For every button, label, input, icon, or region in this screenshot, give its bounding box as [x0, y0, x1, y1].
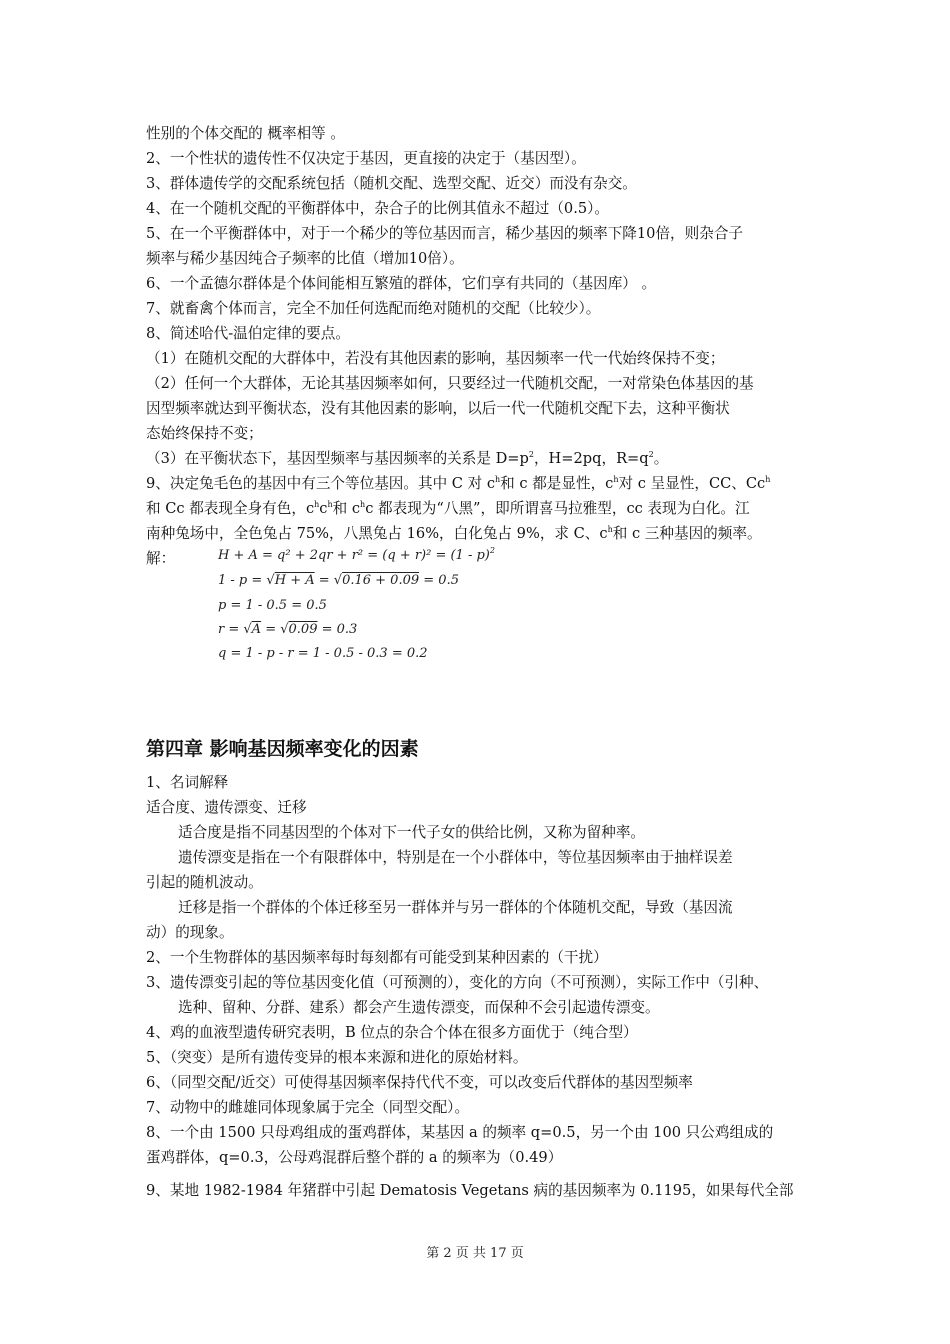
equation-1 [218, 548, 495, 563]
text-line: 1、名词解释 [146, 774, 229, 791]
equation-text: = [261, 622, 281, 637]
text-span: （3）在平衡状态下，基因型频率与基因频率的关系是 D=p [146, 450, 529, 467]
superscript: 2 [648, 450, 654, 459]
sqrt-sign: √ [333, 573, 343, 588]
text-line: 适合度、遗传漂变、迁移 [146, 799, 307, 816]
text-line: 选种、留种、分群、建系）都会产生遗传漂变，而保种不会引起遗传漂变。 [178, 999, 660, 1016]
text-span: 和 c 都是显性，c [500, 475, 614, 492]
equation-text: = 0.5 [419, 573, 459, 588]
equation-4 [218, 622, 357, 637]
equation-text: 1 - p = [218, 573, 267, 588]
text-line: 动）的现象。 [146, 924, 234, 941]
page-content [146, 121, 814, 1203]
text-line: 7、就畜禽个体而言，完全不加任何选配而绝对随机的交配（比较少）。 [146, 300, 601, 317]
text-line: 态始终保持不变； [146, 425, 263, 442]
text-line: 5、在一个平衡群体中，对于一个稀少的等位基因而言，稀少基因的频率下降10倍，则杂合子 [146, 225, 744, 242]
text-line: 蛋鸡群体，q=0.3，公母鸡混群后整个群的 a 的频率为（0.49） [146, 1149, 563, 1166]
radicand: 0.16 + 0.09 [342, 573, 420, 588]
text-span: 。 [653, 450, 669, 467]
text-span: 9、决定兔毛色的基因中有三个等位基因。其中 C 对 c [146, 475, 496, 492]
text-span: c 都表现为“八黑”，即所谓喜马拉雅型，cc 表现为白化。江 [365, 500, 750, 517]
equation-text: r = [218, 622, 244, 637]
superscript: h [314, 500, 320, 509]
superscript: h [765, 475, 771, 484]
text-line: 5、（突变）是所有遗传变异的根本来源和进化的原始材料。 [146, 1049, 528, 1066]
equation-text: = 0.3 [317, 622, 358, 637]
text-line [146, 496, 814, 521]
text-span: ，H=2pq，R=q [533, 450, 649, 467]
text-line [146, 446, 814, 471]
sqrt-sign: √ [243, 622, 252, 637]
spacer [146, 674, 814, 734]
text-line: 6、一个孟德尔群体是个体间能相互繁殖的群体，它们享有共同的（基因库） 。 [146, 275, 657, 292]
text-line: 3、群体遗传学的交配系统包括（随机交配、选型交配、近交）而没有杂交。 [146, 175, 637, 192]
radicand: A [251, 622, 262, 637]
superscript: h [327, 500, 333, 509]
text-span: 和 c [332, 500, 361, 517]
text-line: 3、遗传漂变引起的等位基因变化值（可预测的），变化的方向（不可预测），实际工作中（引种、 [146, 974, 769, 991]
sqrt-sign: √ [266, 573, 275, 588]
text-line: 遗传漂变是指在一个有限群体中，特别是在一个小群体中，等位基因频率由于抽样误差 [178, 849, 733, 866]
text-span: 南种兔场中，全色兔占 75%，八黑兔占 16%，白化兔占 9%，求 C、c [146, 525, 608, 542]
text-line: 6、（同型交配/近交）可使得基因频率保持代代不变，可以改变后代群体的基因型频率 [146, 1074, 693, 1091]
text-line: 迁移是指一个群体的个体迁移至另一群体并与另一群体的个体随机交配，导致（基因流 [178, 899, 733, 916]
text-line: 4、鸡的血液型遗传研究表明，B 位点的杂合个体在很多方面优于（纯合型） [146, 1024, 638, 1041]
radicand: 0.09 [288, 622, 318, 637]
equation-3: p = 1 - 0.5 = 0.5 [218, 598, 327, 613]
text-line: 频率与稀少基因纯合子频率的比值（增加10倍）。 [146, 250, 464, 267]
equation-text: = [314, 573, 334, 588]
text-line: 4、在一个随机交配的平衡群体中，杂合子的比例其值永不超过（0.5）。 [146, 200, 610, 217]
text-line: 2、一个生物群体的基因频率每时每刻都有可能受到某种因素的（干扰） [146, 949, 608, 966]
radicand: H + A [274, 573, 315, 588]
solution-label: 解： [146, 550, 176, 567]
text-line [146, 521, 814, 546]
text-line: （1）在随机交配的大群体中，若没有其他因素的影响，基因频率一代一代始终保持不变； [146, 350, 725, 367]
superscript: h [495, 475, 501, 484]
text-line: 适合度是指不同基因型的个体对下一代子女的供给比例，又称为留种率。 [178, 824, 646, 841]
text-line: 7、动物中的雌雄同体现象属于完全（同型交配）。 [146, 1099, 470, 1116]
superscript: h [607, 525, 613, 534]
text-line [146, 471, 814, 496]
text-line: 9、某地 1982-1984 年猪群中引起 Dematosis Vegetans 病的基因频率为 0.1195，如果每代全部 [146, 1182, 794, 1199]
equation-text: H + A = q² + 2qr + r² = (q + r)² = (1 - p) [218, 548, 490, 563]
spacer [146, 1170, 814, 1178]
solution-block [146, 546, 814, 674]
text-line: （2）任何一个大群体，无论其基因频率如何，只要经过一代随机交配，一对常染色体基因的基 [146, 375, 754, 392]
text-line: 因型频率就达到平衡状态，没有其他因素的影响，以后一代一代随机交配下去，这种平衡状 [146, 400, 730, 417]
superscript: 2 [528, 450, 534, 459]
text-span: 和 c 三种基因的频率。 [612, 525, 762, 542]
text-line: 8、简述哈代-温伯定律的要点。 [146, 325, 350, 342]
text-line: 2、一个性状的遗传性不仅决定于基因，更直接的决定于（基因型）。 [146, 150, 586, 167]
equation-5: q = 1 - p - r = 1 - 0.5 - 0.3 = 0.2 [218, 646, 428, 661]
text-line: 性别的个体交配的 概率相等 。 [146, 125, 345, 142]
text-line: 引起的随机波动。 [146, 874, 263, 891]
superscript: 2 [489, 546, 495, 555]
text-line: 8、一个由 1500 只母鸡组成的蛋鸡群体，某基因 a 的频率 q=0.5，另一个由 100 只公鸡组成的 [146, 1124, 774, 1141]
chapter-title: 第四章 影响基因频率变化的因素 [146, 738, 419, 760]
page-footer: 第 2 页 共 17 页 [426, 1246, 524, 1261]
sqrt-sign: √ [280, 622, 289, 637]
equation-2 [218, 573, 459, 588]
superscript: h [360, 500, 366, 509]
text-span: c [319, 500, 328, 517]
text-span: 和 Cc 都表现全身有色，c [146, 500, 315, 517]
text-span: 对 c 呈显性，CC、Cc [618, 475, 766, 492]
superscript: h [613, 475, 619, 484]
